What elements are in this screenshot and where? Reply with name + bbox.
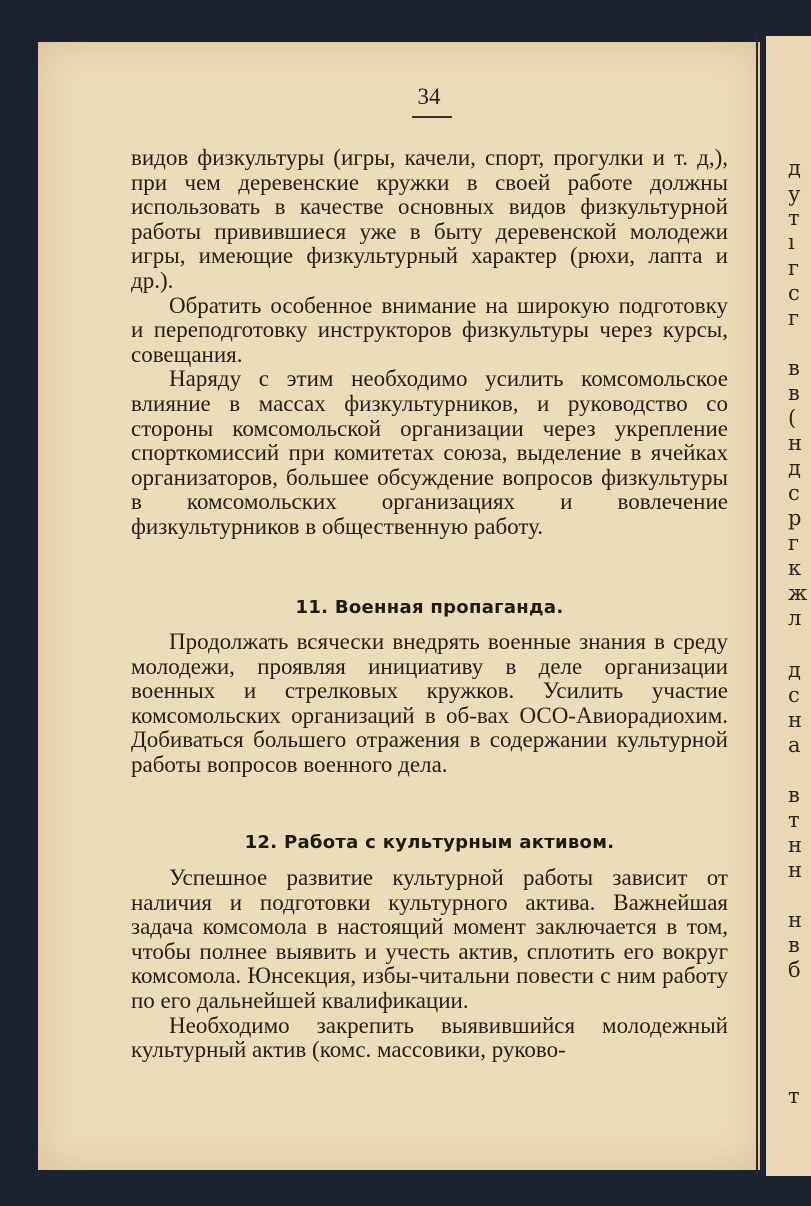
edge-letter: с [788,683,800,707]
edge-letter: у [788,182,801,206]
edge-letter: а [788,733,801,757]
paragraph: Обратить особенное внимание на широкую подготовку и переподготовку инструкторов физкультуры через курсы, совещания. [131,292,728,367]
edge-letter: ( [788,406,797,430]
edge-letter: д [788,456,801,480]
edge-letter: г [788,306,800,330]
edge-letter: н [788,431,802,455]
edge-letter: н [788,908,802,932]
edge-letter: в [788,933,800,957]
edge-letter: н [788,858,802,882]
page-gutter [756,36,758,1176]
edge-letter: б [788,958,801,982]
section-12-heading: 12. Работа с культурным активом. [244,832,615,853]
paragraph: Успешное развитие культурной работы зависит от наличия и подготовки культурного актива. Важнейшая задача комсомола в настоящий момент заключается в том, чтобы полнее выявить и учесть актив, сплотить его вокруг комсомола. Юнсекция, избы-читальни повести с ним работу по его дальнейшей квалификации. [131,865,728,1013]
edge-letter: т [788,1084,800,1108]
paragraph: Необходимо закрепить выявившийся молодежный культурный актив (комс. массовики, руково- [131,1012,728,1063]
edge-letter: с [788,481,800,505]
edge-letter: т [788,808,800,832]
section-11-heading: 11. Военная пропаганда. [295,597,564,618]
edge-letter: в [788,381,800,405]
edge-letter: т [788,206,800,230]
edge-letter: в [788,356,800,380]
paragraph: Наряду с этим необходимо усилить комсомольское влияние в массах физкультурников, и руководство со стороны комсомольской организации через укрепление спорткомиссий при комитетах союза, выделение в ячейках организаторов, большее обсуждение вопросов физкультуры в комсомольских организациях и вовлечение физкультурников в общественную работу. [131,366,728,539]
edge-letter: д [788,658,801,682]
intro-text [131,146,728,540]
next-page-edge [766,36,811,1176]
edge-letter: в [788,783,800,807]
paragraph: Продолжать всячески внедрять военные знания в среду молодежи, проявляя инициативу в деле организации военных и стрелковых кружков. Усилить участие комсомольских организаций в об-вах ОСО-Авиорадиохим. Добиваться большего отражения в содержании культурной работы вопросов военного дела. [131,629,728,777]
edge-letter: р [788,506,802,530]
edge-letter: л [788,606,802,630]
edge-letter: ı [788,230,795,254]
edge-letter: с [788,281,800,305]
edge-letter: н [788,708,802,732]
edge-letter: г [788,256,800,280]
page-number-underline [412,116,452,118]
page-number: 34 [417,84,441,109]
edge-letter: г [788,531,800,555]
edge-letter: ж [788,581,808,605]
section-11-text [131,630,728,778]
edge-letter: н [788,833,802,857]
paragraph: видов физкультуры (игры, качели, спорт, прогулки и т. д,), при чем деревенские кружки в своей работе должны использовать в качестве основных видов физкультурной работы привившиеся уже в быту деревенской молодежи игры, имеющие физкультурный характер (рюхи, лапта и др.). [131,145,728,293]
edge-letter: к [788,556,802,580]
section-12-text [131,866,728,1063]
edge-letter: д [788,156,801,180]
